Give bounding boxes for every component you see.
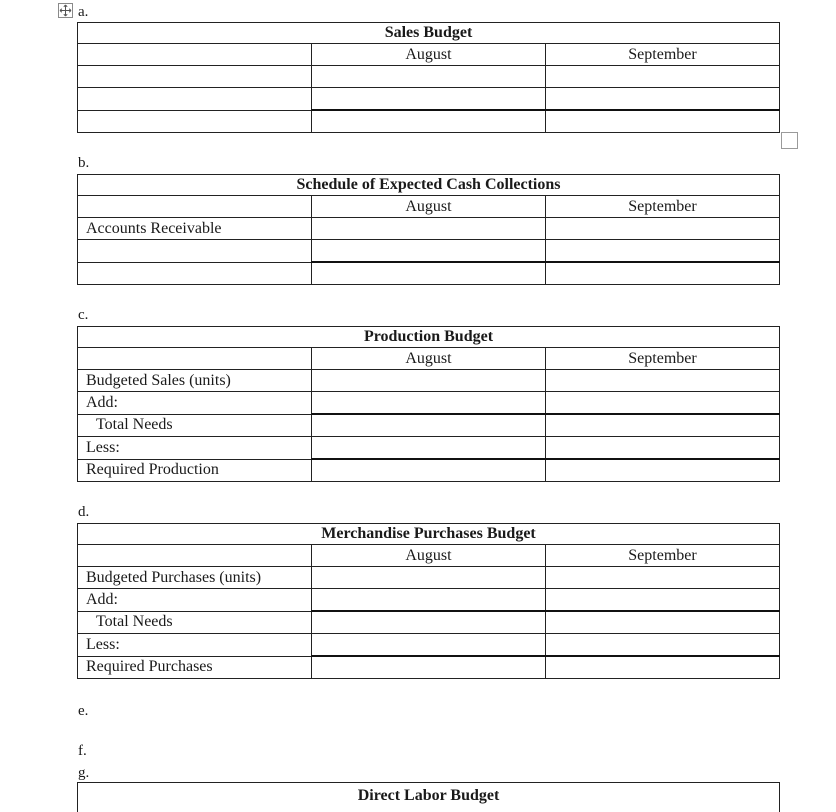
table-cell[interactable] — [546, 459, 780, 482]
table-cell[interactable] — [546, 656, 780, 679]
table-cell[interactable] — [312, 370, 546, 392]
table-cell[interactable] — [312, 392, 546, 415]
table-cell[interactable] — [312, 262, 546, 285]
row-label: Less: — [78, 634, 312, 657]
column-header-august: August — [312, 44, 546, 66]
direct-labor-table-clip — [77, 782, 780, 804]
table-cell[interactable] — [78, 240, 312, 263]
table-cell[interactable] — [312, 66, 546, 88]
table-cell[interactable] — [546, 88, 780, 111]
row-label: Total Needs — [78, 414, 312, 437]
column-header-august: August — [312, 196, 546, 218]
table-cell[interactable] — [546, 634, 780, 657]
section-letter-a: a. — [78, 4, 89, 20]
row-label: Add: — [78, 589, 312, 612]
section-letter-g: g. — [78, 765, 90, 781]
table-cell[interactable] — [546, 110, 780, 133]
table-cell[interactable] — [312, 589, 546, 612]
table-cell[interactable] — [546, 240, 780, 263]
row-label: Required Production — [78, 459, 312, 482]
column-header-september: September — [546, 196, 780, 218]
table-title: Schedule of Expected Cash Collections — [78, 175, 780, 196]
table-cell[interactable] — [312, 88, 546, 111]
section-letter-d: d. — [78, 504, 90, 520]
table-cell[interactable] — [78, 196, 312, 218]
column-header-august: August — [312, 545, 546, 567]
table-move-handle-icon[interactable] — [58, 3, 73, 18]
column-header-september: September — [546, 44, 780, 66]
table-cell[interactable] — [78, 66, 312, 88]
table-title: Production Budget — [78, 327, 780, 348]
section-letter-c: c. — [78, 307, 89, 323]
cash-collections-table — [77, 174, 780, 285]
table-cell[interactable] — [78, 545, 312, 567]
table-title: Merchandise Purchases Budget — [78, 524, 780, 545]
row-label: Total Needs — [78, 611, 312, 634]
table-cell[interactable] — [546, 611, 780, 634]
table-cell[interactable] — [312, 656, 546, 679]
row-label: Accounts Receivable — [78, 218, 312, 240]
table-cell[interactable] — [546, 392, 780, 415]
row-label: Less: — [78, 437, 312, 460]
merchandise-purchases-table — [77, 523, 780, 679]
column-header-september: September — [546, 545, 780, 567]
table-cell[interactable] — [78, 44, 312, 66]
table-cell[interactable] — [312, 437, 546, 460]
table-cell[interactable] — [546, 218, 780, 240]
table-cell[interactable] — [546, 370, 780, 392]
table-cell[interactable] — [78, 348, 312, 370]
table-cell[interactable] — [312, 634, 546, 657]
table-title: Sales Budget — [78, 23, 780, 44]
section-letter-e: e. — [78, 703, 89, 719]
table-cell[interactable] — [78, 110, 312, 133]
table-cell[interactable] — [312, 414, 546, 437]
table-cell[interactable] — [312, 611, 546, 634]
table-cell[interactable] — [546, 262, 780, 285]
column-header-august: August — [312, 348, 546, 370]
table-cell[interactable] — [312, 567, 546, 589]
table-cell[interactable] — [546, 567, 780, 589]
checkbox-icon[interactable] — [781, 132, 798, 149]
column-header-september: September — [546, 348, 780, 370]
row-label: Budgeted Sales (units) — [78, 370, 312, 392]
section-letter-b: b. — [78, 155, 90, 171]
table-title: Direct Labor Budget — [77, 782, 780, 812]
table-cell[interactable] — [312, 110, 546, 133]
production-budget-table — [77, 326, 780, 482]
section-letter-f: f. — [78, 743, 87, 759]
table-cell[interactable] — [312, 459, 546, 482]
row-label: Budgeted Purchases (units) — [78, 567, 312, 589]
table-cell[interactable] — [546, 437, 780, 460]
sales-budget-table — [77, 22, 780, 133]
table-cell[interactable] — [312, 218, 546, 240]
table-cell[interactable] — [546, 66, 780, 88]
table-cell[interactable] — [546, 589, 780, 612]
table-cell[interactable] — [546, 414, 780, 437]
row-label: Add: — [78, 392, 312, 415]
table-cell[interactable] — [312, 240, 546, 263]
table-cell[interactable] — [78, 88, 312, 111]
row-label: Required Purchases — [78, 656, 312, 679]
table-cell[interactable] — [78, 262, 312, 285]
